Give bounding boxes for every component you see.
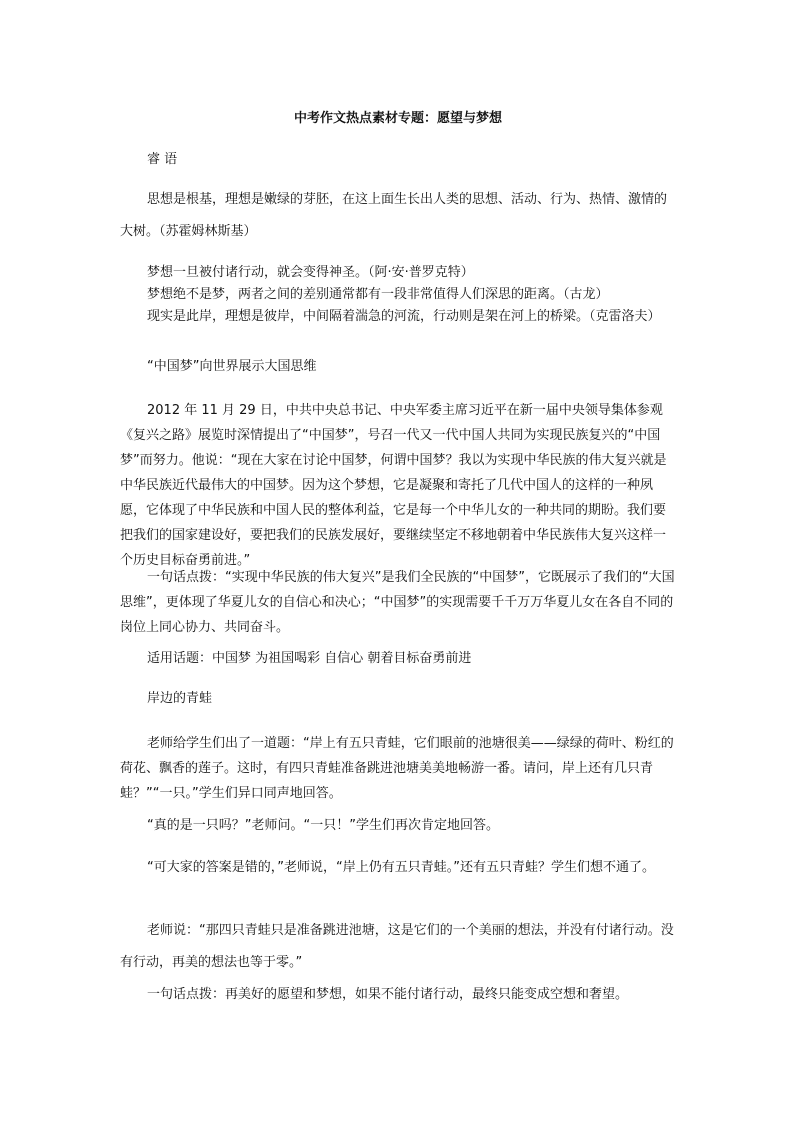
document-title: 中考作文热点素材专题：愿望与梦想	[293, 111, 502, 126]
china-dream-comment: 一句话点拨：“实现中华民族的伟大复兴”是我们全民族的“中国梦”，它既展示了我们的“大国思维”，更体现了华夏儿女的自信心和决心；“中国梦”的实现需要千千万万华夏儿女在各自不同的岗位上同心协力、共同奋斗。	[120, 570, 675, 635]
quote-2: 梦想一旦被付诸行动，就会变得神圣。（阿·安·普罗克特）	[147, 265, 474, 280]
quote-1: 思想是根基，理想是嫩绿的芽胚，在这上面生长出人类的思想、活动、行为、热情、激情的大树。（苏霍姆林斯基）	[120, 192, 668, 239]
frogs-comment: 一句话点拨：再美好的愿望和梦想，如果不能付诸行动，最终只能变成空想和奢望。	[147, 987, 629, 1002]
china-dream-topics: 适用话题：中国梦 为祖国喝彩 自信心 朝着目标奋勇前进	[147, 651, 472, 666]
section-heading-frogs: 岸边的青蛙	[147, 691, 213, 706]
frogs-paragraph-1: 老师给学生们出了一道题：“岸上有五只青蛙，它们眼前的池塘很美——绿绿的荷叶、粉红的荷花、飘香的莲子。这时，有四只青蛙准备跳进池塘美美地畅游一番。请问，岸上还有几只青蛙？”“一只。”学生们异口同声地回答。	[120, 736, 674, 801]
quote-3: 梦想绝不是梦，两者之间的差别通常都有一段非常值得人们深思的距离。（古龙）	[147, 287, 609, 302]
document-page	[120, 0, 676, 1123]
section-heading-quotes: 睿 语	[147, 152, 178, 167]
frogs-paragraph-4: 老师说：“那四只青蛙只是准备跳进池塘，这是它们的一个美丽的想法，并没有付诸行动。没有行动，再美的想法也等于零。”	[120, 923, 674, 970]
china-dream-paragraph: 2012 年 11 月 29 日，中共中央总书记、中央军委主席习近平在新一届中央领导集体参观《复兴之路》展览时深情提出了“中国梦”，号召一代又一代中国人共同为实现民族复兴的“中国梦”而努力。他说：“现在大家在讨论中国梦，何谓中国梦？我以为实现中华民族的伟大复兴就是中华民族近代最伟大的中国梦。因为这个梦想，它是凝聚和寄托了几代中国人的这样的一种夙愿，它体现了中华民族和中国人民的整体利益，它是每一个中华儿女的一种共同的期盼。我们要把我们的国家建设好，要把我们的民族发展好，要继续坚定不移地朝着中华民族伟大复兴这样一个历史目标奋勇前进。”	[120, 403, 667, 568]
frogs-paragraph-2: “真的是一只吗？”老师问。“一只！”学生们再次肯定地回答。	[147, 818, 499, 833]
frogs-paragraph-3: “可大家的答案是错的，”老师说，“岸上仍有五只青蛙。”还有五只青蛙？学生们想不通了。	[147, 860, 655, 875]
section-heading-china-dream: “中国梦”向世界展示大国思维	[147, 359, 317, 374]
quote-4: 现实是此岸，理想是彼岸，中间隔着湍急的河流，行动则是架在河上的桥梁。（克雷洛夫）	[147, 309, 661, 324]
